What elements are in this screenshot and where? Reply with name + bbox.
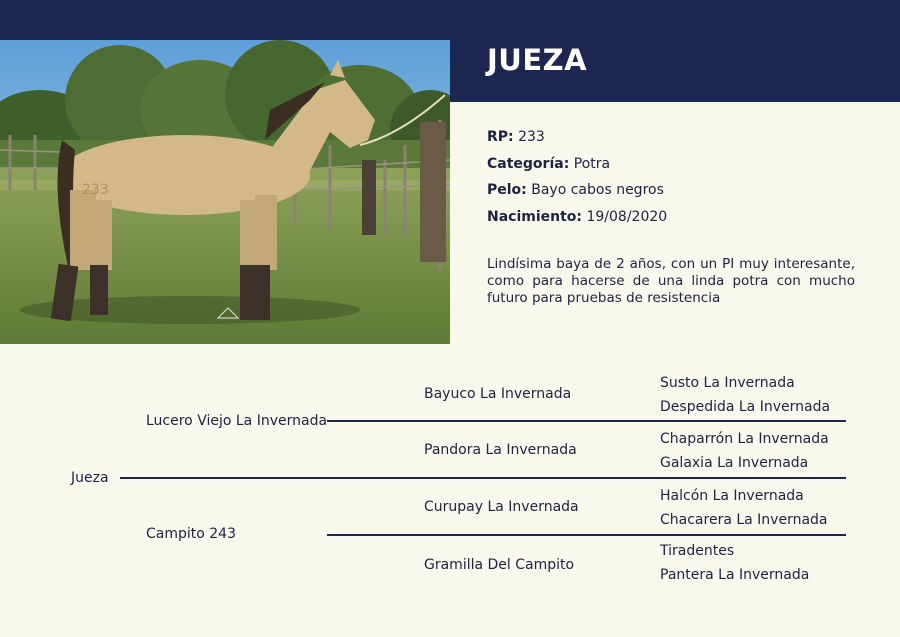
pedigree-line <box>327 534 846 536</box>
detail-label: RP: <box>487 129 514 145</box>
detail-label: Pelo: <box>487 182 527 199</box>
pedigree-sire: Lucero Viejo La Invernada <box>146 413 328 429</box>
pedigree-grandparent: Bayuco La Invernada <box>424 386 572 402</box>
horse-photo <box>0 40 450 344</box>
horse-description: Lindísima baya de 2 años, con un PI muy interesante, como para hacerse de una linda potra con mucho futuro para pruebas de resistencia <box>487 256 855 306</box>
pedigree-dam: Campito 243 <box>146 526 236 542</box>
detail-label: Categoría: <box>487 155 570 172</box>
detail-value: 19/08/2020 <box>586 209 668 226</box>
pedigree-line <box>120 477 846 479</box>
pedigree-great-grandparent: Chaparrón La Invernada <box>660 431 829 447</box>
pedigree-great-grandparent: Despedida La Invernada <box>660 399 831 415</box>
pedigree-great-grandparent: Tiradentes <box>660 543 735 559</box>
horse-name: JUEZA <box>487 43 588 77</box>
svg-text:233: 233 <box>82 182 109 198</box>
pedigree-great-grandparent: Susto La Invernada <box>660 375 795 391</box>
pedigree-grandparent: Gramilla Del Campito <box>424 557 575 573</box>
detail-label: Nacimiento: <box>487 209 583 226</box>
pedigree-great-grandparent: Pantera La Invernada <box>660 567 810 583</box>
detail-value: Bayo cabos negros <box>531 182 664 199</box>
pedigree-grandparent: Curupay La Invernada <box>424 499 579 515</box>
horse-details <box>487 127 667 234</box>
detail-nacimiento <box>487 207 667 234</box>
pedigree-great-grandparent: Galaxia La Invernada <box>660 455 809 471</box>
detail-pelo <box>487 180 667 207</box>
pedigree-grandparent: Pandora La Invernada <box>424 442 577 458</box>
detail-value: 233 <box>518 129 545 145</box>
detail-categoria <box>487 154 667 181</box>
pedigree-subject: Jueza <box>71 470 109 486</box>
top-banner <box>0 0 900 40</box>
detail-value: Potra <box>573 155 611 172</box>
title-bar <box>450 40 900 102</box>
pedigree-great-grandparent: Halcón La Invernada <box>660 488 804 504</box>
pedigree-line <box>327 420 846 422</box>
detail-rp <box>487 127 667 154</box>
pedigree-great-grandparent: Chacarera La Invernada <box>660 512 828 528</box>
